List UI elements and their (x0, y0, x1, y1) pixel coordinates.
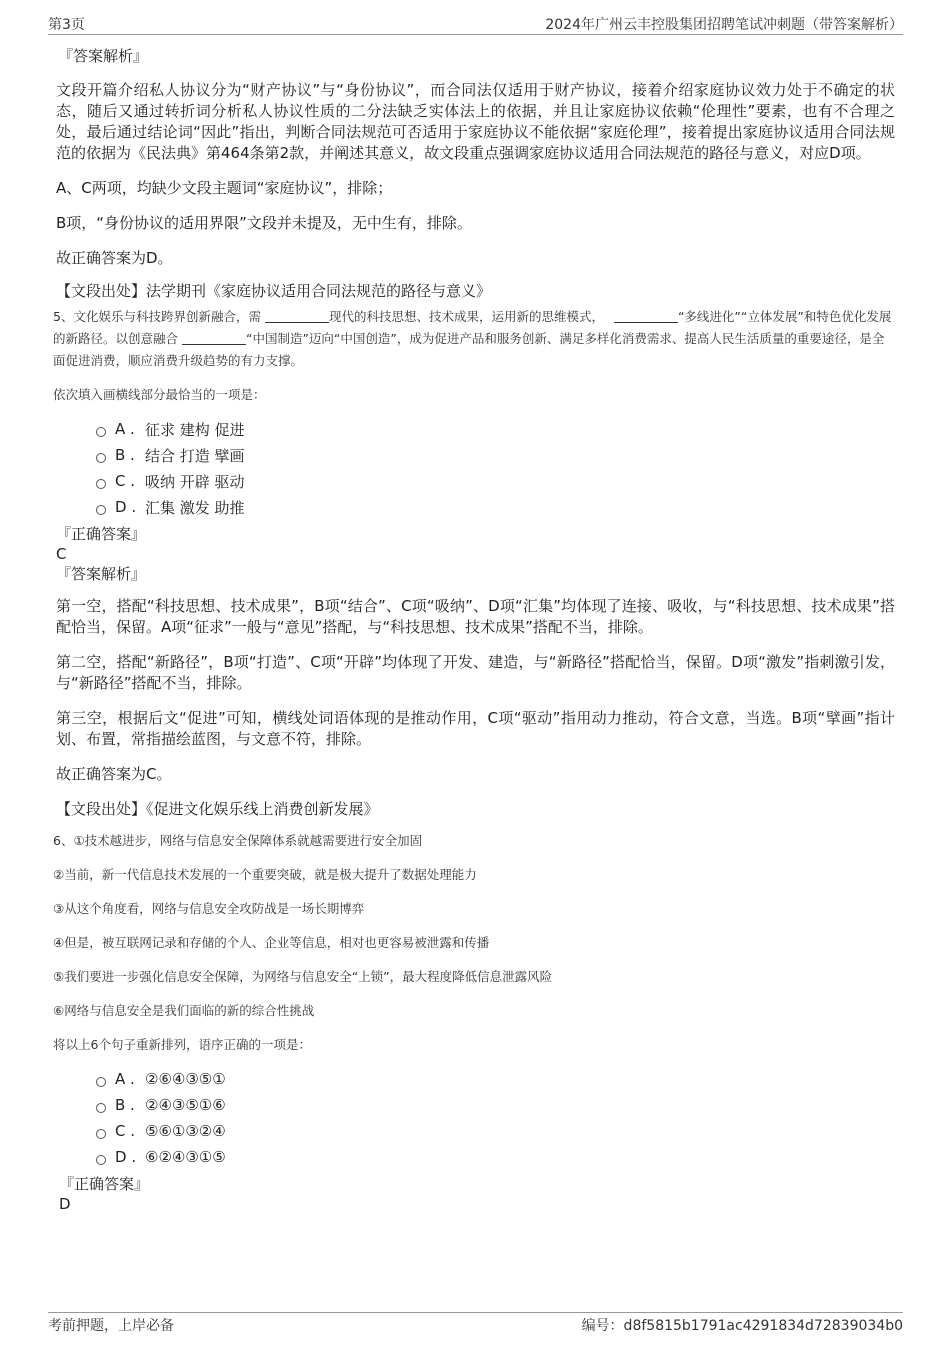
radio-icon[interactable] (96, 427, 106, 437)
q5-analysis-label: 『答案解析』 (56, 565, 147, 583)
document-body (53, 46, 895, 1214)
radio-icon[interactable] (96, 505, 106, 515)
q6-answer: D (59, 1195, 71, 1213)
q6-options (96, 1066, 895, 1170)
radio-icon[interactable] (96, 1077, 106, 1087)
q5-answer-statement: 故正确答案为C。 (56, 765, 172, 783)
page-number: 第3页 (48, 17, 85, 33)
radio-icon[interactable] (96, 1103, 106, 1113)
document-title: 2024年广州云丰控股集团招聘笔试冲刺题（带答案解析） (545, 17, 903, 33)
q5-option-d[interactable]: D . 汇集 激发 助推 (96, 494, 895, 520)
q4-answer-statement: 故正确答案为D。 (56, 249, 173, 267)
q4-analysis-label: 『答案解析』 (58, 47, 149, 65)
q6-sentence-3: ③从这个角度看，网络与信息安全攻防战是一场长期博弈 (53, 901, 365, 916)
blank-3 (182, 344, 246, 345)
blank-1 (265, 322, 329, 323)
q6-sentence-2: ②当前，新一代信息技术发展的一个重要突破，就是极大提升了数据处理能力 (53, 867, 477, 882)
q5-analysis-paragraph-3: 第三空，根据后文“促进”可知，横线处词语体现的是推动作用，C项“驱动”指用动力推动，符合文意，当选。B项“擘画”指计划、布置，常指描绘蓝图，与文意不符，排除。 (56, 709, 895, 748)
q6-prompt: 将以上6个句子重新排列，语序正确的一项是： (53, 1037, 311, 1052)
q5-option-a[interactable]: A . 征求 建构 促进 (96, 416, 895, 442)
q4-source: 【文段出处】法学期刊《家庭协议适用合同法规范的路径与意义》 (56, 282, 492, 300)
q5-options (96, 416, 895, 520)
page-header (48, 14, 903, 35)
radio-icon[interactable] (96, 1129, 106, 1139)
q6-sentence-4: ④但是，被互联网记录和存储的个人、企业等信息，相对也更容易被泄露和传播 (53, 935, 490, 950)
q6-sentence-5: ⑤我们要进一步强化信息安全保障，为网络与信息安全“上锁”，最大程度降低信息泄露风险 (53, 969, 553, 984)
footer-slogan: 考前押题，上岸必备 (48, 1318, 174, 1334)
q5-option-b[interactable]: B . 结合 打造 擘画 (96, 442, 895, 468)
radio-icon[interactable] (96, 479, 106, 489)
document-serial: 编号：d8f5815b1791ac4291834d72839034b0 (581, 1318, 903, 1334)
q5-analysis-paragraph-2: 第二空，搭配“新路径”，B项“打造”、C项“开辟”均体现了开发、建造，与“新路径”搭配恰当，保留。D项“激发”指刺激引发，与“新路径”搭配不当，排除。 (56, 653, 895, 692)
radio-icon[interactable] (96, 1155, 106, 1165)
q5-source: 【文段出处】《促进文化娱乐线上消费创新发展》 (56, 800, 379, 818)
q4-analysis-paragraph-1: 文段开篇介绍私人协议分为“财产协议”与“身份协议”，而合同法仅适用于财产协议，接着介绍家庭协议效力处于不确定的状态，随后又通过转折词分析私人协议性质的二分法缺乏实体法上的依据，并且让家庭协议依赖“伦理性”要素，也有不合理之处，最后通过结论词“因此”指出，判断合同法规范可否适用于家庭协议不能依据“家庭伦理”，接着提出家庭协议适用合同法规范的依据为《民法典》第464条第2款，并阐述其意义，故文段重点强调家庭协议适用合同法规范的路径与意义，对应D项。 (56, 81, 895, 162)
q6-sentence-6: ⑥网络与信息安全是我们面临的新的综合性挑战 (53, 1003, 315, 1018)
q5-option-c[interactable]: C . 吸纳 开辟 驱动 (96, 468, 895, 494)
blank-2 (614, 322, 678, 323)
q4-analysis-paragraph-3: B项，“身份协议的适用界限”文段并未提及，无中生有，排除。 (56, 214, 472, 232)
q5-prompt: 依次填入画横线部分最恰当的一项是： (53, 387, 266, 402)
q6-option-c[interactable]: C . ⑤⑥①③②④ (96, 1118, 895, 1144)
q6-option-b[interactable]: B . ②④③⑤①⑥ (96, 1092, 895, 1118)
q6-option-a[interactable]: A . ②⑥④③⑤① (96, 1066, 895, 1092)
q6-sentence-1: 6、①技术越进步，网络与信息安全保障体系就越需要进行安全加固 (53, 833, 423, 848)
q5-answer-label: 『正确答案』 (56, 525, 147, 543)
q6-option-d[interactable]: D . ⑥②④③①⑤ (96, 1144, 895, 1170)
q5-answer: C (56, 545, 67, 563)
q5-analysis-paragraph-1: 第一空，搭配“科技思想、技术成果”，B项“结合”、C项“吸纳”、D项“汇集”均体现了连接、吸收，与“科技思想、技术成果”搭配恰当，保留。A项“征求”一般与“意见”搭配，与“科技思想、技术成果”搭配不当，排除。 (56, 597, 895, 636)
q6-answer-label: 『正确答案』 (59, 1175, 150, 1193)
page-footer (48, 1312, 903, 1335)
q5-stem: 5、文化娱乐与科技跨界创新融合，需 现代的科技思想、技术成果，运用新的思维模式， “多线进化”“立体发展”和特色优化发展的新路径。以创意融合 “中国制造”迈向“中国创造”，成为促进产品和服务创新、满足多样化消费需求、提高人民生活质量的重要途径，是全面促进消费，顺应消费升级趋势的有力支撑。 (53, 309, 892, 368)
radio-icon[interactable] (96, 453, 106, 463)
q4-analysis-paragraph-2: A、C两项，均缺少文段主题词“家庭协议”，排除； (56, 179, 393, 197)
